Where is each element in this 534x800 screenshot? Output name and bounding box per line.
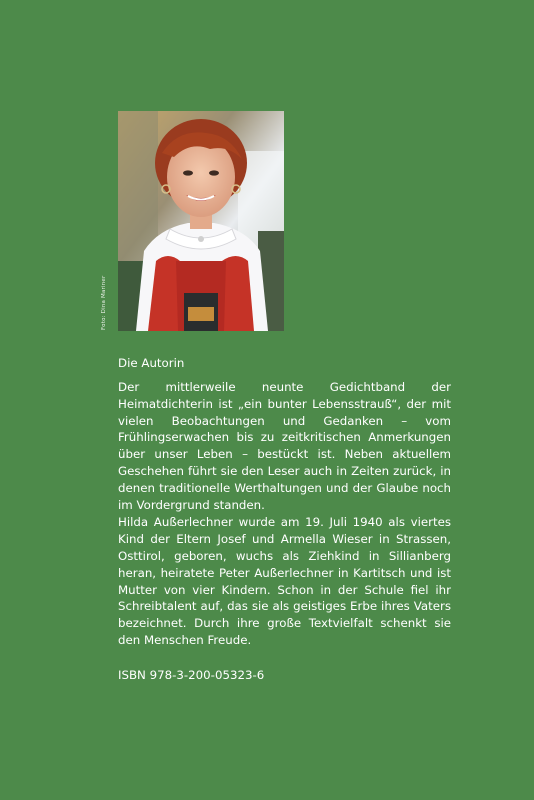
section-heading: Die Autorin bbox=[118, 356, 185, 370]
bio-paragraph-2: Hilda Außerlechner wurde am 19. Juli 1940 als viertes Kind der Eltern Josef und Armella Wieser in Strassen, Osttirol, geboren, wuchs als Ziehkind in Sillianberg heran, heiratete Peter Außerlechner in Kartitsch und ist Mutter von vier Kindern. Schon in der Schule fiel ihr Schreibtalent auf, das sie als geistiges Erbe ihres Vaters bezeichnet. Durch ihre große Textvielfalt schenkt sie den Menschen Freude. bbox=[118, 515, 451, 647]
isbn-number: ISBN 978-3-200-05323-6 bbox=[118, 668, 265, 682]
author-bio bbox=[118, 356, 451, 649]
author-portrait bbox=[118, 111, 284, 331]
bio-paragraph-1: Der mittlerweile neunte Gedichtband der Heimatdichterin ist „ein bunter Lebensstrauß“, der mit vielen Beobachtungen und Gedanken – vom Frühlingserwachen bis zu zeitkritischen Anmerkungen über unser Leben – bestückt ist. Neben aktuellem Geschehen führt sie den Leser auch in Zeiten zurück, in denen traditionelle Werthaltungen und der Glaube noch im Vordergrund standen. bbox=[118, 380, 451, 512]
photo-credit: Foto: Dina Mariner bbox=[101, 275, 107, 330]
